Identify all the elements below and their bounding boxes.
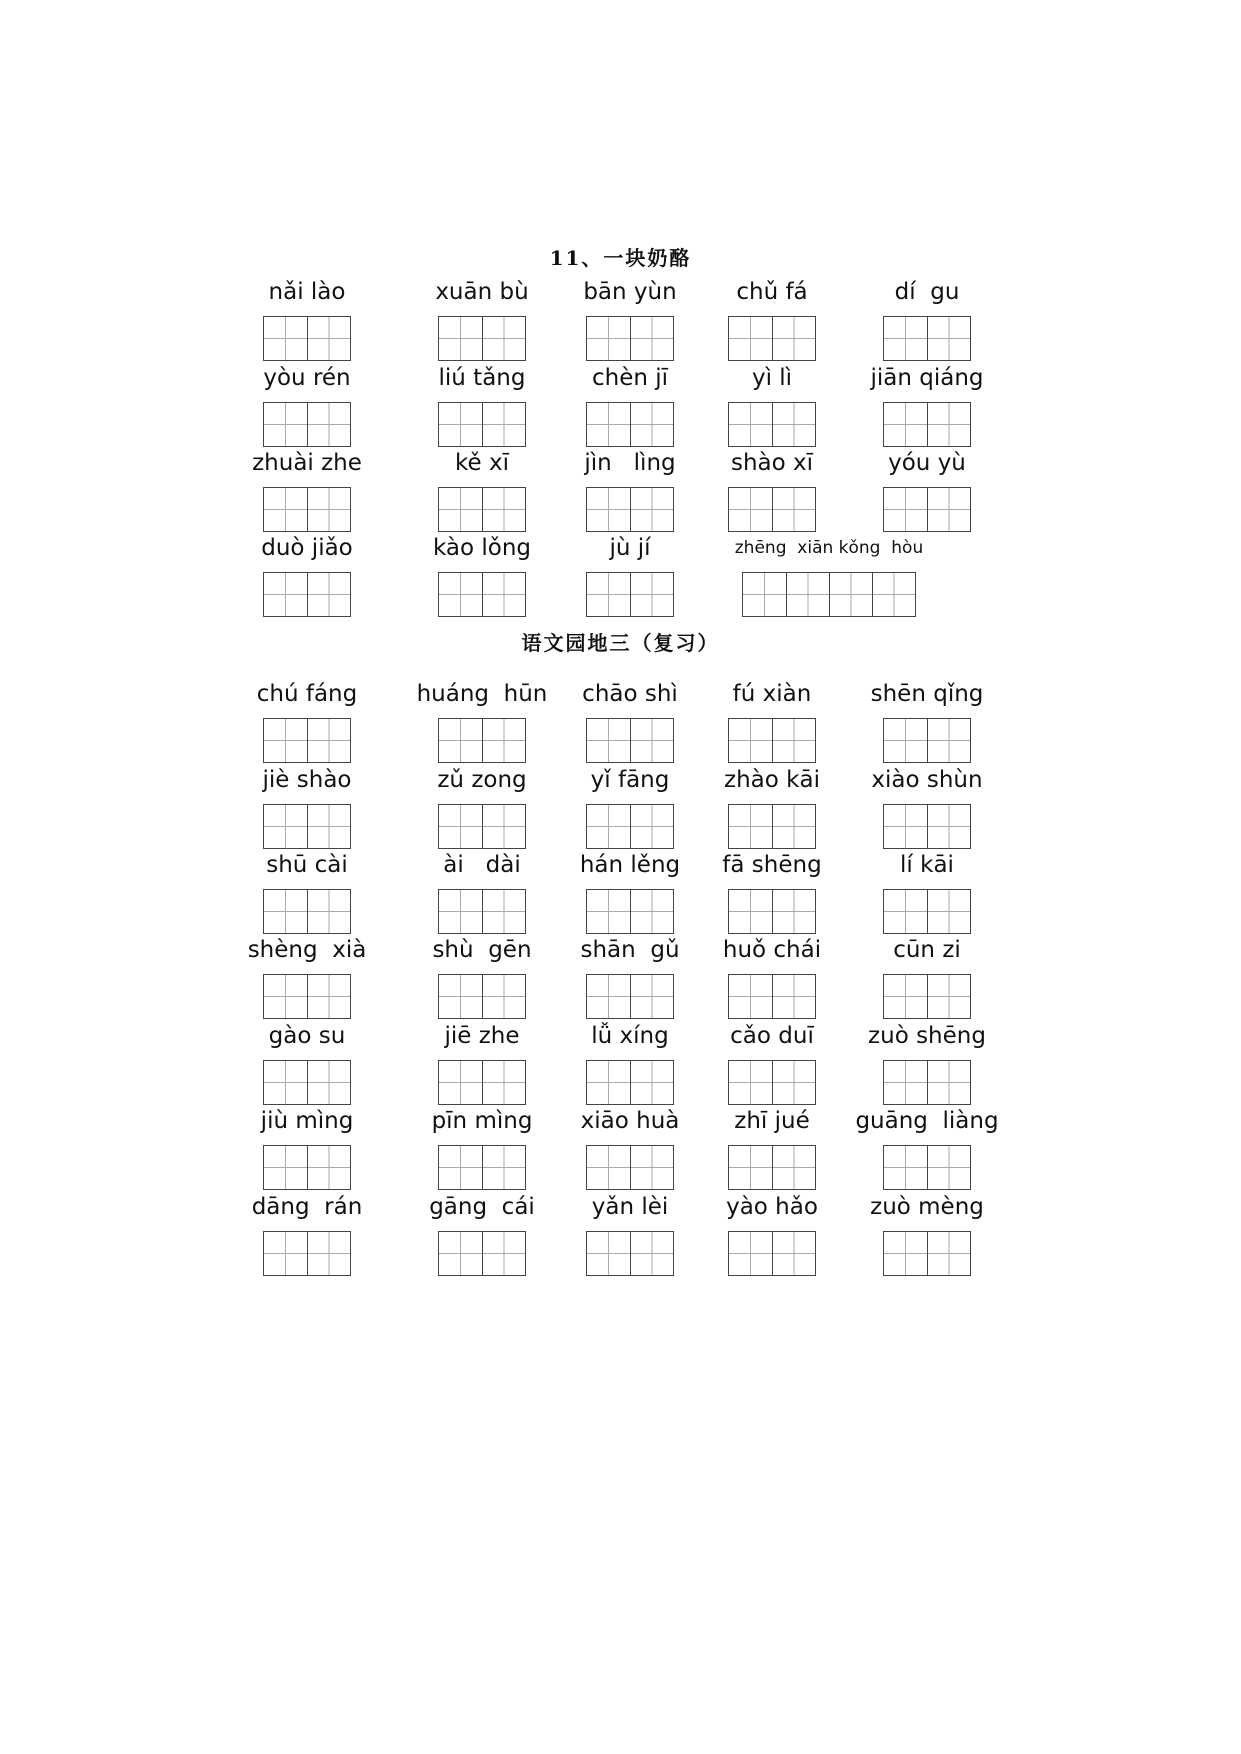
character-box[interactable] (264, 890, 307, 933)
writing-grid[interactable] (438, 402, 526, 447)
character-box[interactable] (630, 1146, 673, 1189)
writing-grid[interactable] (438, 316, 526, 361)
character-box[interactable] (439, 317, 482, 360)
pinyin-label: shèng xià (247, 937, 367, 963)
writing-grid[interactable] (263, 402, 351, 447)
character-box[interactable] (630, 975, 673, 1018)
writing-grid[interactable] (438, 718, 526, 763)
pinyin-label: yǎn lèi (591, 1194, 669, 1220)
pinyin-label: lǚ xíng (591, 1023, 669, 1049)
character-box[interactable] (439, 719, 482, 762)
character-box[interactable] (772, 488, 815, 531)
writing-grid[interactable] (263, 889, 351, 934)
pinyin-label: kào lǒng (432, 535, 532, 561)
character-box[interactable] (927, 1232, 970, 1275)
character-box[interactable] (772, 805, 815, 848)
writing-grid[interactable] (263, 974, 351, 1019)
pinyin-label: shù gēn (432, 937, 532, 963)
character-box[interactable] (772, 317, 815, 360)
character-box[interactable] (482, 975, 525, 1018)
character-box[interactable] (307, 975, 350, 1018)
pinyin-label: pīn mìng (431, 1108, 533, 1134)
pinyin-label: shào xī (730, 450, 814, 476)
character-box[interactable] (482, 488, 525, 531)
character-box[interactable] (264, 317, 307, 360)
character-box[interactable] (772, 719, 815, 762)
writing-grid[interactable] (883, 1231, 971, 1276)
character-box[interactable] (729, 975, 772, 1018)
writing-grid[interactable] (263, 1231, 351, 1276)
character-box[interactable] (884, 1232, 927, 1275)
character-box[interactable] (630, 317, 673, 360)
character-box[interactable] (264, 403, 307, 446)
writing-grid[interactable] (883, 1145, 971, 1190)
writing-grid[interactable] (883, 316, 971, 361)
writing-grid[interactable] (742, 572, 916, 617)
pinyin-label: xuān bù (435, 279, 529, 305)
writing-grid[interactable] (728, 804, 816, 849)
pinyin-label: zhī jué (734, 1108, 810, 1134)
character-box[interactable] (264, 1232, 307, 1275)
pinyin-label: gào su (268, 1023, 346, 1049)
pinyin-label: bān yùn (583, 279, 677, 305)
character-box[interactable] (264, 719, 307, 762)
character-box[interactable] (307, 1232, 350, 1275)
pinyin-label: kě xī (455, 450, 509, 476)
pinyin-label: chāo shì (582, 681, 678, 707)
character-box[interactable] (729, 1232, 772, 1275)
writing-grid[interactable] (586, 1145, 674, 1190)
writing-grid[interactable] (586, 889, 674, 934)
pinyin-label: zuò mèng (870, 1194, 984, 1220)
pinyin-label: xiào shùn (871, 767, 983, 793)
pinyin-label: yòu rén (263, 365, 351, 391)
writing-grid[interactable] (263, 1145, 351, 1190)
writing-grid[interactable] (263, 718, 351, 763)
character-box[interactable] (927, 975, 970, 1018)
writing-grid[interactable] (438, 974, 526, 1019)
character-box[interactable] (772, 403, 815, 446)
character-box[interactable] (307, 890, 350, 933)
pinyin-label: dí gu (894, 279, 960, 305)
character-box[interactable] (439, 488, 482, 531)
character-box[interactable] (772, 1061, 815, 1104)
character-box[interactable] (927, 719, 970, 762)
pinyin-label: liú tǎng (438, 365, 526, 391)
character-box[interactable] (264, 488, 307, 531)
character-box[interactable] (884, 317, 927, 360)
pinyin-label: fú xiàn (732, 681, 812, 707)
pinyin-label: lí kāi (900, 852, 954, 878)
character-box[interactable] (630, 1061, 673, 1104)
pinyin-label: zǔ zong (437, 767, 527, 793)
character-box[interactable] (884, 805, 927, 848)
character-box[interactable] (729, 805, 772, 848)
character-box[interactable] (829, 573, 872, 616)
writing-grid[interactable] (438, 889, 526, 934)
pinyin-label: shū cài (266, 852, 348, 878)
character-box[interactable] (884, 890, 927, 933)
character-box[interactable] (439, 805, 482, 848)
pinyin-label: duò jiǎo (261, 535, 353, 561)
writing-grid[interactable] (263, 487, 351, 532)
character-box[interactable] (264, 975, 307, 1018)
writing-grid[interactable] (586, 487, 674, 532)
pinyin-label: huáng hūn (416, 681, 548, 707)
pinyin-label: yóu yù (888, 450, 966, 476)
pinyin-label: xiāo huà (580, 1108, 680, 1134)
character-box[interactable] (872, 573, 915, 616)
writing-grid[interactable] (883, 804, 971, 849)
pinyin-label: jiè shào (262, 767, 352, 793)
pinyin-label: jù jí (609, 535, 651, 561)
writing-grid[interactable] (728, 1145, 816, 1190)
character-box[interactable] (439, 573, 482, 616)
writing-grid[interactable] (438, 1231, 526, 1276)
pinyin-label: huǒ chái (722, 937, 822, 963)
character-box[interactable] (630, 1232, 673, 1275)
pinyin-label: guāng liàng (855, 1108, 999, 1134)
writing-grid[interactable] (883, 889, 971, 934)
character-box[interactable] (482, 403, 525, 446)
character-box[interactable] (439, 403, 482, 446)
character-box[interactable] (307, 719, 350, 762)
character-box[interactable] (772, 1146, 815, 1189)
character-box[interactable] (307, 1146, 350, 1189)
writing-grid[interactable] (586, 402, 674, 447)
character-box[interactable] (772, 890, 815, 933)
character-box[interactable] (884, 1146, 927, 1189)
writing-grid[interactable] (586, 572, 674, 617)
pinyin-label: chǔ fá (736, 279, 808, 305)
pinyin-label: shān gǔ (580, 937, 680, 963)
writing-grid[interactable] (438, 1060, 526, 1105)
writing-grid[interactable] (586, 974, 674, 1019)
pinyin-label: chú fáng (256, 681, 358, 707)
character-box[interactable] (786, 573, 829, 616)
writing-grid[interactable] (438, 572, 526, 617)
character-box[interactable] (630, 890, 673, 933)
writing-grid[interactable] (883, 402, 971, 447)
character-box[interactable] (587, 403, 630, 446)
writing-grid[interactable] (883, 1060, 971, 1105)
character-box[interactable] (439, 975, 482, 1018)
character-box[interactable] (927, 1146, 970, 1189)
pinyin-label: yào hǎo (726, 1194, 818, 1220)
character-box[interactable] (630, 719, 673, 762)
writing-grid[interactable] (883, 718, 971, 763)
character-box[interactable] (772, 1232, 815, 1275)
writing-grid[interactable] (438, 804, 526, 849)
pinyin-label: zhuài zhe (252, 450, 362, 476)
character-box[interactable] (884, 1061, 927, 1104)
character-box[interactable] (587, 890, 630, 933)
writing-grid[interactable] (586, 316, 674, 361)
writing-grid[interactable] (586, 718, 674, 763)
pinyin-label: ài dài (443, 852, 521, 878)
character-box[interactable] (587, 719, 630, 762)
character-box[interactable] (927, 403, 970, 446)
character-box[interactable] (439, 1061, 482, 1104)
character-box[interactable] (927, 805, 970, 848)
writing-grid[interactable] (728, 974, 816, 1019)
character-box[interactable] (482, 1232, 525, 1275)
pinyin-label: yì lì (751, 365, 793, 391)
character-box[interactable] (439, 1232, 482, 1275)
pinyin-label: shēn qǐng (870, 681, 984, 707)
character-box[interactable] (884, 403, 927, 446)
character-box[interactable] (482, 890, 525, 933)
character-box[interactable] (587, 1061, 630, 1104)
writing-grid[interactable] (728, 718, 816, 763)
pinyin-label: fā shēng (722, 852, 822, 878)
character-box[interactable] (587, 805, 630, 848)
character-box[interactable] (884, 719, 927, 762)
pinyin-label: hán lěng (579, 852, 681, 878)
character-box[interactable] (587, 1232, 630, 1275)
pinyin-label: jiù mìng (260, 1108, 354, 1134)
character-box[interactable] (729, 488, 772, 531)
character-box[interactable] (264, 1061, 307, 1104)
character-box[interactable] (729, 317, 772, 360)
character-box[interactable] (587, 573, 630, 616)
character-box[interactable] (587, 1146, 630, 1189)
writing-grid[interactable] (438, 1145, 526, 1190)
pinyin-label: dāng rán (251, 1194, 363, 1220)
writing-grid[interactable] (263, 572, 351, 617)
character-box[interactable] (927, 488, 970, 531)
pinyin-label: zhào kāi (724, 767, 820, 793)
character-box[interactable] (927, 1061, 970, 1104)
character-box[interactable] (729, 890, 772, 933)
pinyin-label: jiē zhe (444, 1023, 520, 1049)
character-box[interactable] (772, 975, 815, 1018)
character-box[interactable] (482, 805, 525, 848)
character-box[interactable] (927, 890, 970, 933)
character-box[interactable] (307, 403, 350, 446)
character-box[interactable] (587, 317, 630, 360)
character-box[interactable] (482, 1061, 525, 1104)
character-box[interactable] (927, 317, 970, 360)
character-box[interactable] (630, 573, 673, 616)
character-box[interactable] (439, 890, 482, 933)
pinyin-label: cǎo duī (730, 1023, 814, 1049)
writing-grid[interactable] (728, 1060, 816, 1105)
pinyin-label: yǐ fāng (590, 767, 670, 793)
character-box[interactable] (307, 573, 350, 616)
character-box[interactable] (307, 805, 350, 848)
writing-grid[interactable] (728, 316, 816, 361)
character-box[interactable] (630, 488, 673, 531)
writing-grid[interactable] (586, 1231, 674, 1276)
character-box[interactable] (729, 1146, 772, 1189)
character-box[interactable] (630, 403, 673, 446)
writing-grid[interactable] (438, 487, 526, 532)
character-box[interactable] (729, 403, 772, 446)
writing-grid[interactable] (728, 487, 816, 532)
character-box[interactable] (264, 805, 307, 848)
character-box[interactable] (482, 719, 525, 762)
pinyin-label: zhēng xiān kǒng hòu (734, 538, 924, 558)
pinyin-label: cūn zi (893, 937, 961, 963)
character-box[interactable] (884, 488, 927, 531)
writing-grid[interactable] (263, 1060, 351, 1105)
character-box[interactable] (482, 317, 525, 360)
pinyin-label: gāng cái (429, 1194, 535, 1220)
writing-grid[interactable] (728, 1231, 816, 1276)
writing-grid[interactable] (883, 487, 971, 532)
writing-grid[interactable] (728, 402, 816, 447)
character-box[interactable] (264, 1146, 307, 1189)
character-box[interactable] (630, 805, 673, 848)
character-box[interactable] (587, 488, 630, 531)
character-box[interactable] (482, 1146, 525, 1189)
writing-grid[interactable] (728, 889, 816, 934)
character-box[interactable] (729, 1061, 772, 1104)
pinyin-label: chèn jī (591, 365, 669, 391)
writing-grid[interactable] (263, 316, 351, 361)
character-box[interactable] (482, 573, 525, 616)
pinyin-label: jìn lìng (584, 450, 676, 476)
section-title-review: 语文园地三（复习） (521, 631, 720, 655)
character-box[interactable] (439, 1146, 482, 1189)
writing-grid[interactable] (263, 804, 351, 849)
character-box[interactable] (743, 573, 786, 616)
character-box[interactable] (264, 573, 307, 616)
character-box[interactable] (307, 488, 350, 531)
pinyin-label: nǎi lào (268, 279, 346, 305)
character-box[interactable] (307, 1061, 350, 1104)
writing-grid[interactable] (883, 974, 971, 1019)
pinyin-label: jiān qiáng (870, 365, 984, 391)
character-box[interactable] (307, 317, 350, 360)
pinyin-label: zuò shēng (868, 1023, 986, 1049)
character-box[interactable] (729, 719, 772, 762)
character-box[interactable] (884, 975, 927, 1018)
section-title-lesson-11: 11、一块奶酪 (549, 246, 692, 270)
writing-grid[interactable] (586, 1060, 674, 1105)
character-box[interactable] (587, 975, 630, 1018)
writing-grid[interactable] (586, 804, 674, 849)
